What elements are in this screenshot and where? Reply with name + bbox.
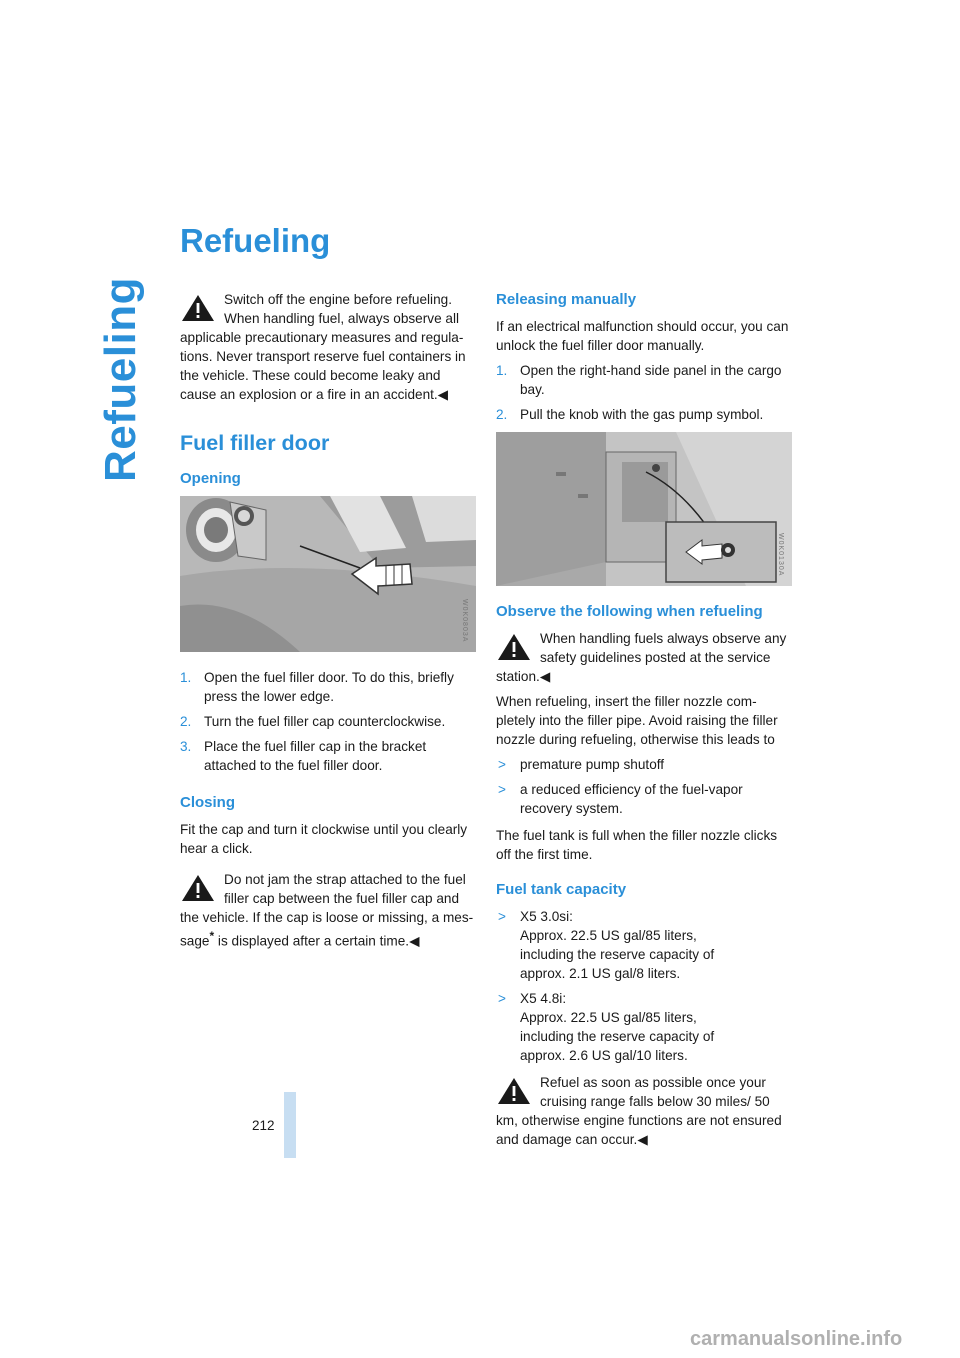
capacity-warning-text: Refuel as soon as possible once your cruising range falls below 30 miles/ 50 km, otherwise engine functions are not ensured and damage can occur.◀	[496, 1075, 782, 1147]
watermark: carmanualsonline.info	[690, 1328, 903, 1350]
list-item: > premature pump shutoff	[498, 757, 665, 772]
closing-text: Fit the cap and turn it clockwise until you clearly hear a click.	[180, 822, 468, 856]
list-item: 2. Pull the knob with the gas pump symbol.	[496, 407, 764, 422]
observe-warning	[496, 629, 792, 686]
closing-warning: Do not jam the strap attached to the fuel filler cap between the fuel filler cap and the vehicle. If the cap is loose or missing, a mes-sage* is displayed after a certain time.◀	[180, 872, 474, 949]
list-item: > a reduced efficiency of the fuel-vapor recovery system.	[498, 782, 743, 816]
closing-warning-text: Do not jam the strap attached to the fuel filler cap between the fuel filler cap and the vehicle. If the cap is loose or missing, a mes-sage	[180, 872, 474, 949]
right-column	[496, 290, 792, 1169]
releasing-manually-heading: Releasing manually	[496, 291, 637, 308]
observe-list	[496, 755, 792, 818]
warning-icon	[180, 873, 216, 903]
list-item: > X5 3.0si: Approx. 22.5 US gal/85 liters, including the reserve capacity of approx. 2.1 US gal/8 liters.	[498, 909, 715, 981]
warning-icon	[180, 293, 216, 323]
figure-code: W0K0130A	[777, 532, 784, 576]
cargo-bay-illustration	[496, 432, 792, 586]
cargo-bay-figure	[496, 432, 792, 586]
capacity-warning	[496, 1073, 792, 1149]
observe-heading: Observe the following when refueling	[496, 603, 763, 620]
figure-code: W0K0803A	[461, 598, 468, 642]
observe-warning-text: When handling fuels always observe any safety guidelines posted at the service station.◀	[496, 631, 787, 684]
intro-warning-text: Switch off the engine before refueling. When handling fuel, always observe all applicable precautionary measures and regula-tions. Never transport reserve fuel containers in the vehicle. These could become leaky and cause an explosion or a fire in an accident.◀	[180, 292, 466, 402]
car-rear-illustration	[180, 496, 476, 652]
opening-heading: Opening	[180, 470, 241, 487]
page-number: 212	[252, 1118, 275, 1133]
releasing-text: If an electrical malfunction should occur, you can unlock the fuel filler door manually.	[496, 319, 789, 353]
list-item: > X5 4.8i: Approx. 22.5 US gal/85 liters, including the reserve capacity of approx. 2.6 US gal/10 liters.	[498, 991, 715, 1063]
warning-icon	[496, 1076, 532, 1106]
warning-icon	[496, 632, 532, 662]
page-bar	[284, 1092, 296, 1158]
side-tab-label: Refueling	[96, 277, 145, 482]
intro-warning	[180, 290, 476, 404]
list-item: 1. Open the right-hand side panel in the cargo bay.	[496, 363, 782, 397]
fuel-tank-capacity-heading: Fuel tank capacity	[496, 881, 627, 898]
capacity-list	[496, 907, 792, 1065]
observe-end-text: The fuel tank is full when the filler nozzle clicks off the first time.	[496, 828, 778, 862]
list-item: 2. Turn the fuel filler cap counterclockwise.	[180, 714, 446, 729]
observe-text: When refueling, insert the filler nozzle com-pletely into the filler pipe. Avoid raising the filler nozzle during refueling, otherwise this leads to	[496, 694, 778, 747]
fuel-filler-door-heading: Fuel filler door	[180, 431, 330, 455]
fuel-filler-door-figure	[180, 496, 476, 652]
list-item: 3. Place the fuel filler cap in the bracket attached to the fuel filler door.	[180, 739, 427, 773]
opening-steps	[180, 668, 476, 775]
option-star: *	[209, 929, 215, 943]
releasing-steps	[496, 361, 792, 424]
closing-heading: Closing	[180, 794, 235, 811]
page-title: Refueling	[180, 222, 331, 259]
left-column	[180, 290, 476, 971]
list-item: 1. Open the fuel filler door. To do this, briefly press the lower edge.	[180, 670, 454, 704]
